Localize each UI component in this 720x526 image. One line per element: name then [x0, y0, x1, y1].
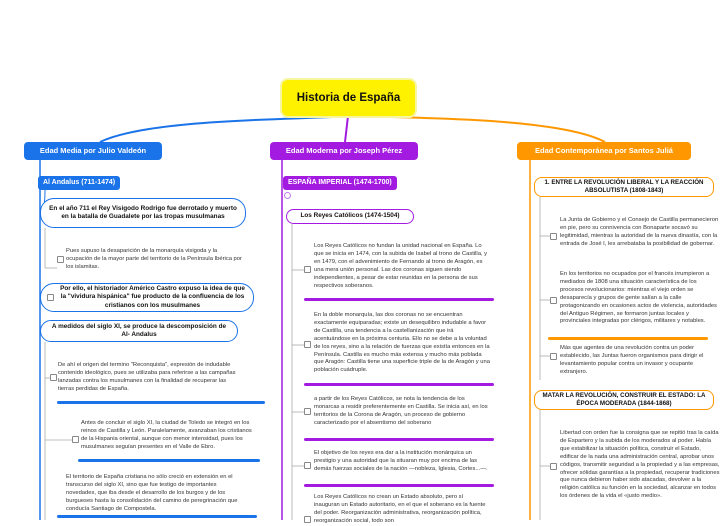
note-checkbox[interactable]	[304, 462, 311, 469]
note-underline	[57, 401, 265, 404]
topic-rodrigo[interactable]: En el año 711 el Rey Visigodo Rodrigo fue derrotado y muerto en la batalla de Guadalete por las tropas musulmanas	[40, 198, 246, 228]
note-checkbox[interactable]	[550, 297, 557, 304]
topic-epoca-moderada[interactable]: MATAR LA REVOLUCIÓN, CONSTRUIR EL ESTADO: LA ÉPOCA MODERADA (1844-1868)	[534, 390, 714, 410]
branch-edad-media[interactable]: Edad Media por Julio Valdeón	[24, 142, 162, 160]
note-checkbox[interactable]	[72, 436, 79, 443]
note-checkbox[interactable]	[550, 233, 557, 240]
topic-americo-castro-label: Por ello, el historiador Américo Castro expuso la idea de que la "vividura hispánica" fue producto de la confluencia de los cristianos con los musulmanes	[60, 285, 245, 309]
topic-descomposicion[interactable]: A medidos del siglo XI, se produce la descomposición de Al- Andalus	[40, 320, 238, 342]
note-checkbox[interactable]	[304, 266, 311, 273]
note-underline	[304, 383, 494, 386]
link-root-contemporanea	[348, 116, 605, 142]
note-moderna-4: Los Reyes Católicos no crean un Estado absoluto, pero sí inauguran un Estado autoritario, en el que el soberano es la fuente del poder. Reorganización administrativa, reorganización política, reorganización social, todo son	[314, 494, 486, 524]
note-underline	[78, 459, 260, 462]
branch-edad-contemporanea[interactable]: Edad Contemporánea por Santos Juliá	[517, 142, 691, 160]
note-checkbox[interactable]	[304, 341, 311, 348]
note-contemporanea-3: Libertad con orden fue la consigna que se repitió tras la caída de Espartero y la subida de los moderados al poder. Había que estabilizar la situación política, construir el Estado, edificar de la nada una administración central, aprobar unos códigos, transmitir seguridad a la propiedad y a las empresas, ofrecer sólidas garantías a la propiedad, recuperar tradiciones que nunca debieron haber sido atacadas, devolver a la religión católica su función en la sociedad, alcanzar en todos los órdenes de la vida el «justo medio».	[560, 430, 720, 500]
subtopic-al-andalus[interactable]: Al Andalus (711-1474)	[38, 176, 120, 190]
note-underline	[304, 298, 494, 301]
branch-edad-moderna[interactable]: Edad Moderna por Joseph Pérez	[270, 142, 418, 160]
note-moderna-2: a partir de los Reyes Católicos, se nota la tendencia de los monarcas a residir preferentemente en Castilla. Se inicia así, en los territorios de la Corona de Aragón, un proceso de gobierno caracterizado por el absentismo del soberano	[314, 396, 488, 426]
link-root-media	[100, 116, 348, 142]
circle-icon[interactable]	[284, 192, 291, 199]
note-contemporanea-2: Más que agentes de una revolución contra un poder establecido, las Juntas fueron organismos para dirigir el levantamiento popular contra un invasor y ocupante extranjero.	[560, 345, 704, 375]
note-contemporanea-0: La Junta de Gobierno y el Consejo de Castilla permanecieron en pie, pero su connivencia con Bonaparte socavó su legitimidad, mientras la autoridad de la nueva dinastía, con la entrada de José I, les arrebataba la posibilidad de gobernar.	[560, 217, 719, 247]
note-checkbox[interactable]	[57, 256, 64, 263]
note-checkbox[interactable]	[304, 516, 311, 523]
note-moderna-3: El objetivo de los reyes era dar a la institución monárquica un prestigio y una autoridad que la situaran muy por encima de las demás fuerzas sociales de la nación —nobleza, Iglesia, Cortes...—.	[314, 450, 488, 472]
note-moderna-1: En la doble monarquía, las dos coronas no se encuentran exactamente equiparadas; existe un desequilibro indudable a favor de Castilla, una tendencia a la castellanización que irá acentuándose en la próxima centuria. Ello no se debe a la voluntad de los reyes, sino a la relación de fuerzas que existía entonces en la Península. Castilla es mucho más extensa y mucho más poblada que Aragón: Castilla tiene una superficie triple de la de Aragón y una población cuádruple.	[314, 312, 490, 374]
note-media-3: El territorio de España cristiana no sólo creció en extensión en el transcurso del siglo XI, sino que fue testigo de importantes novedades, que iba desde el desarrollo de los burgos y de los burgueses hasta la consolidación del camino de peregrinación que conducía Santiago de Compostela.	[66, 474, 238, 512]
note-media-1: De ahí el origen del termino "Reconquista", expresión de indudable contenido ideológico, pues se utilizaba para referirse a las campañas lanzadas contra los musulmanes con la finalidad de recuperar las tierras perdidas de España.	[58, 362, 236, 392]
note-underline	[548, 337, 708, 340]
note-underline	[304, 484, 494, 487]
subtopic-espana-imperial[interactable]: ESPAÑA IMPERIAL (1474-1700)	[283, 176, 397, 190]
note-moderna-0: Los Reyes Católicos no fundan la unidad nacional en España. Lo que se inicia en 1474, con la subida de Isabel al trono de Castilla, y en 1479, con el advenimiento de Fernando al trono de Aragón, es una mera unión personal. Las dos coronas siguen siendo independientes, a pesar de estar reunidas en la persona de sus respectivos soberanos.	[314, 243, 488, 289]
note-checkbox[interactable]	[550, 353, 557, 360]
note-checkbox[interactable]	[47, 294, 54, 301]
note-checkbox[interactable]	[304, 408, 311, 415]
note-media-2: Antes de concluir el siglo XI, la ciudad de Toledo se integró en los reinos de Castilla y León. Paralelamente, avanzaban los cristianos de la Hispania oriental, aunque con menor intensidad, pues los musulmanes seguían presentes en el Valle de Ebro.	[81, 420, 252, 450]
topic-revolucion-liberal[interactable]: 1. ENTRE LA REVOLUCIÓN LIBERAL Y LA REACCIÓN ABSOLUTISTA (1808-1843)	[534, 177, 714, 197]
topic-americo-castro[interactable]	[40, 283, 254, 312]
note-checkbox[interactable]	[50, 374, 57, 381]
note-checkbox[interactable]	[550, 463, 557, 470]
root-topic[interactable]: Historia de España	[282, 80, 415, 116]
topic-reyes-catolicos[interactable]: Los Reyes Católicos (1474-1504)	[286, 209, 414, 224]
note-media-0: Pues supuso la desaparición de la monarquía visigoda y la ocupación de la mayor parte del territorio de la Península Ibérica por los islamitas.	[66, 248, 242, 270]
note-contemporanea-1: En los territorios no ocupados por el francés irrumpieron a mediados de 1808 una situación característica de los procesos revolucionarios: mientras el viejo orden se desaparecía y grupos de gente salían a la calle protagonizando en ocasiones actos de violencia, autoridades del Antiguo Régimen, se formaron juntas locales y provinciales integradas por clérigos, militares y notables.	[560, 271, 717, 325]
note-underline	[57, 515, 257, 518]
link-root-moderna	[345, 116, 348, 142]
note-underline	[304, 438, 494, 441]
